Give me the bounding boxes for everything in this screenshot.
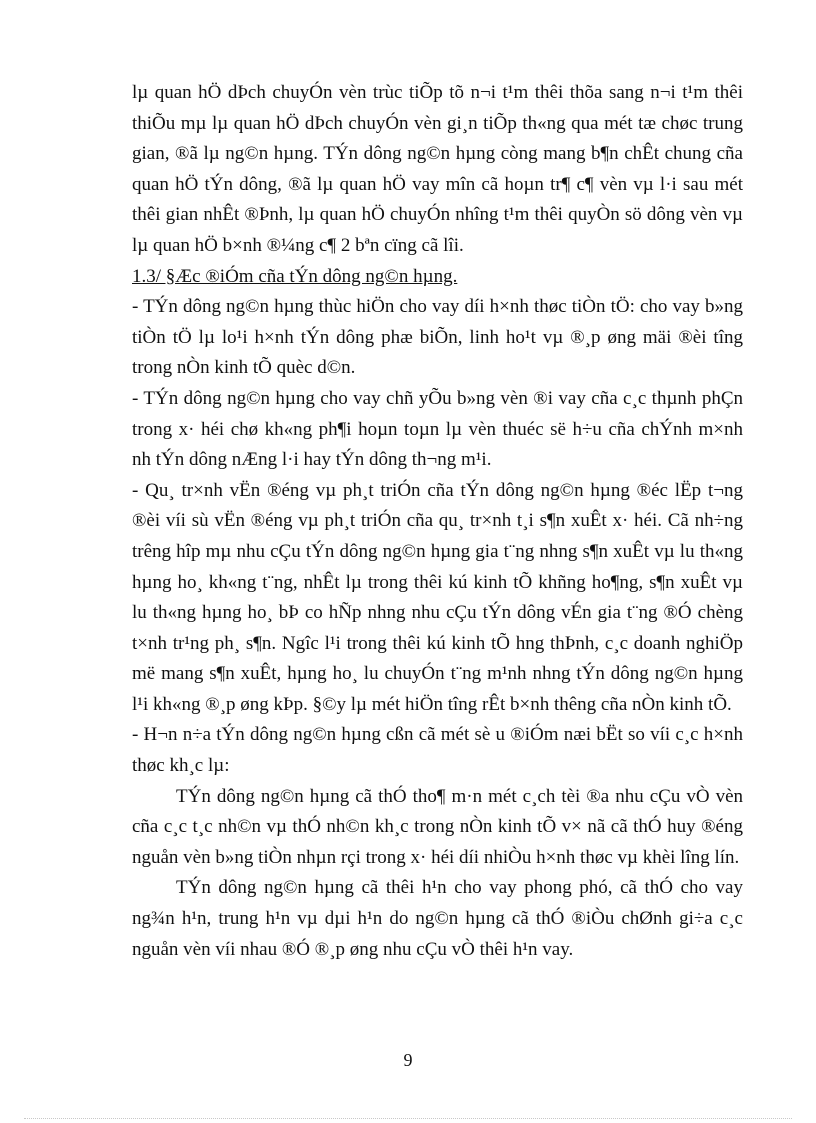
paragraph-intro-continued: lµ quan hÖ dÞch chuyÓn vèn trùc tiÕp tõ n¬i t¹m thêi thõa sang n¬i t¹m thêi thiÕu mµ lµ quan hÖ dÞch chuyÓn vèn gi¸n tiÕp th«ng qua mét tæ chøc trung gian, ®ã lµ ng©n hµng. TÝn dông ng©n hµng còng mang b¶n chÊt chung cña quan hÖ tÝn dông, ®ã lµ quan hÖ vay mîn cã hoµn tr¶ c¶ vèn vµ l·i sau mét thêi gian nhÊt ®Þnh, lµ quan hÖ chuyÓn nhîng t¹m thêi quyÒn sö dông vèn vµ lµ quan hÖ b×nh ®¼ng c¶ 2 bªn cïng cã lîi. [132, 82, 743, 256]
section-heading: 1.3/ §Æc ®iÓm cña tÝn dông ng©n hµng. [132, 265, 458, 287]
page-number: 9 [403, 1050, 413, 1070]
body-text [132, 78, 743, 965]
paragraph-point-4: - H¬n n÷a tÝn dông ng©n hµng cßn cã mét sè u ®iÓm næi bËt so víi c¸c h×nh thøc kh¸c lµ: [132, 724, 743, 777]
paragraph-point-3: - Qu¸ tr×nh vËn ®éng vµ ph¸t triÓn cña tÝn dông ng©n hµng ®éc lËp t¬ng ®èi víi sù vËn ®éng vµ ph¸t triÓn cña qu¸ tr×nh t¸i s¶n xuÊt x· héi. Cã nh÷ng trêng hîp mµ nhu cÇu tÝn dông ng©n hµng gia t¨ng nhng s¶n xuÊt vµ lu th«ng hµng ho¸ kh«ng t¨ng, nhÊt lµ trong thêi kú kinh tÕ khñng ho¶ng, s¶n xuÊt vµ lu th«ng hµng ho¸ bÞ co hÑp nhng nhu cÇu tÝn dông vÉn gia t¨ng ®Ó chèng t×nh tr¹ng ph¸ s¶n. Ngîc l¹i trong thêi kú kinh tÕ hng thÞnh, c¸c doanh nghiÖp më mang s¶n xuÊt, hµng ho¸ lu chuyÓn t¨ng m¹nh nhng tÝn dông ng©n hµng l¹i kh«ng ®¸p øng kÞp. §©y lµ mét hiÖn tîng rÊt b×nh thêng cña nÒn kinh tÕ. [132, 479, 743, 715]
page-bottom-divider [24, 1118, 792, 1119]
paragraph-point-2: - TÝn dông ng©n hµng cho vay chñ yÕu b»ng vèn ®i vay cña c¸c thµnh phÇn trong x· héi chø kh«ng ph¶i hoµn toµn lµ vèn thuéc së h÷u cña chÝnh m×nh nh tÝn dông nÆng l·i hay tÝn dông th¬ng m¹i. [132, 387, 743, 471]
paragraph-point-1: - TÝn dông ng©n hµng thùc hiÖn cho vay díi h×nh thøc tiÒn tÖ: cho vay b»ng tiÒn tÖ lµ lo¹i h×nh tÝn dông phæ biÕn, linh ho¹t vµ ®¸p øng mäi ®èi tîng trong nÒn kinh tÕ quèc d©n. [132, 296, 743, 379]
paragraph-advantage-1: TÝn dông ng©n hµng cã thÓ tho¶ m·n mét c¸ch tèi ®a nhu cÇu vÒ vèn cña c¸c t¸c nh©n vµ thÓ nh©n kh¸c trong nÒn kinh tÕ v× nã cã thÓ huy ®éng nguån vèn b»ng tiÒn nhµn rçi trong x· héi díi nhiÒu h×nh thøc vµ khèi lîng lín. [132, 785, 743, 868]
paragraph-advantage-2: TÝn dông ng©n hµng cã thêi h¹n cho vay phong phó, cã thÓ cho vay ng¾n h¹n, trung h¹n vµ dµi h¹n do ng©n hµng cã thÓ ®iÒu chØnh gi÷a c¸c nguån vèn víi nhau ®Ó ®¸p øng nhu cÇu vÒ thêi h¹n vay. [132, 877, 743, 960]
